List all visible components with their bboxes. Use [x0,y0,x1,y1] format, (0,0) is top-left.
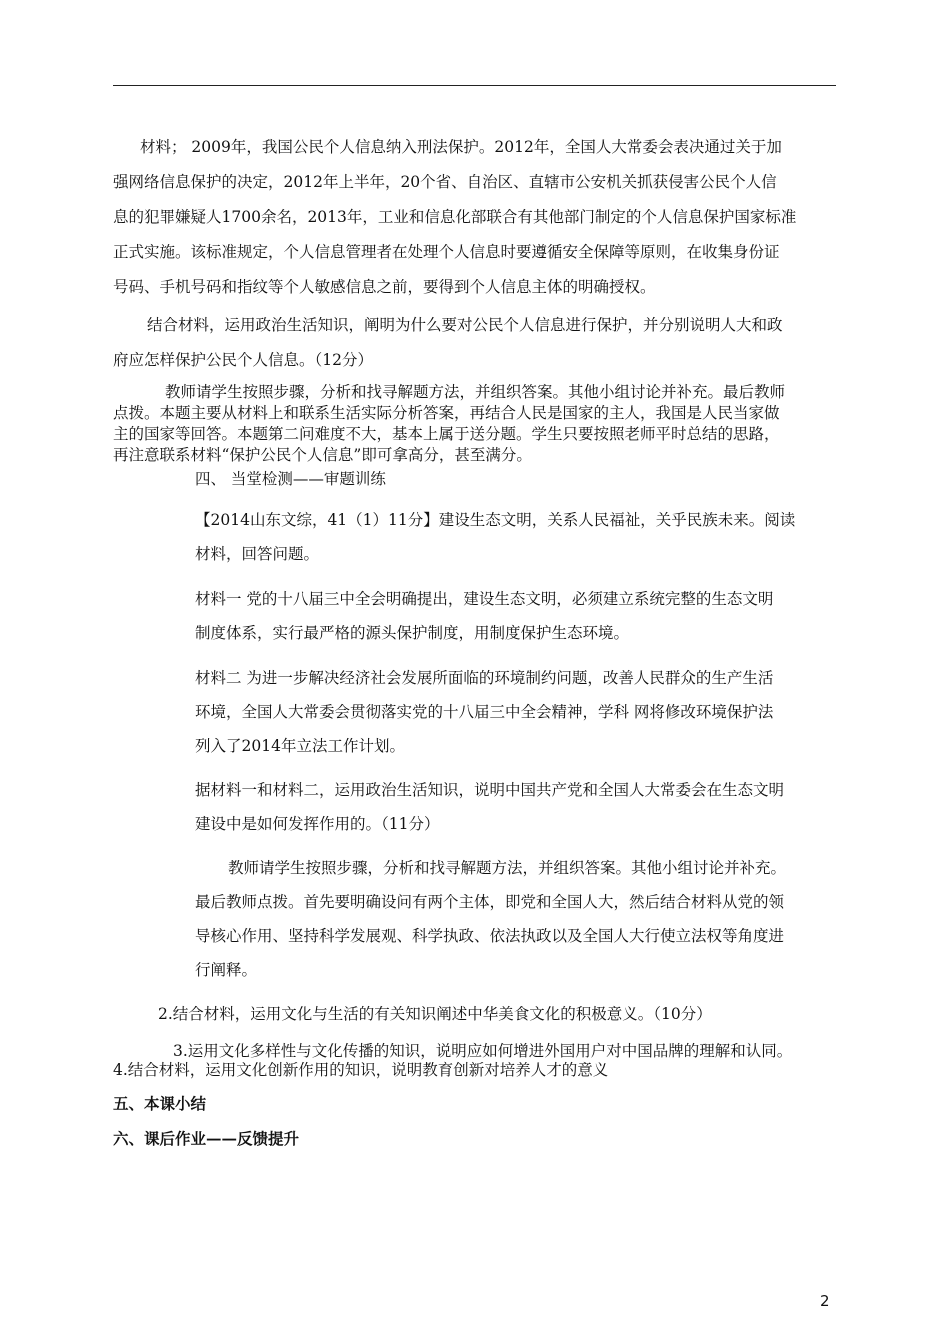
text-line: 最后教师点拨。首先要明确设问有两个主体，即党和全国人大，然后结合材料从党的领 [195,893,785,911]
text-line: 教师请学生按照步骤，分析和找寻解题方法，并组织答案。其他小组讨论并补充。 [228,859,787,877]
text-line: 材料二 为进一步解决经济社会发展所面临的环境制约问题，改善人民群众的生产生活 [195,669,774,687]
text-line: 制度体系，实行最严格的源头保护制度，用制度保护生态环境。 [195,624,630,642]
question-item-2: 2.结合材料，运用文化与生活的有关知识阐述中华美食文化的积极意义。（10分） [158,1005,712,1023]
text-line: 主的国家等回答。本题第二问难度不大，基本上属于送分题。学生只要按照老师平时总结的思路， [113,425,780,443]
text-line: 行阐释。 [195,961,258,979]
text-line: 府应怎样保护公民个人信息。（12分） [113,351,373,369]
text-line: 列入了2014年立法工作计划。 [195,737,405,755]
text-line: 正式实施。该标准规定，个人信息管理者在处理个人信息时要遵循安全保障等原则，在收集身份证 [113,243,780,261]
text-line: 导核心作用、坚持科学发展观、科学执政、依法执政以及全国人大行使立法权等角度进 [195,927,785,945]
text-line: 点拨。本题主要从材料上和联系生活实际分析答案，再结合人民是国家的主人，我国是人民当家做 [113,404,780,422]
text-line: 【2014山东文综，41（1）11分】建设生态文明，关系人民福祉，关乎民族未来。阅读 [195,511,796,529]
page-number: 2 [820,1292,830,1310]
question-item-4: 4.结合材料，运用文化创新作用的知识，说明教育创新对培养人才的意义 [113,1061,609,1079]
text-line: 材料，回答问题。 [195,545,320,563]
text-line: 材料； 2009年，我国公民个人信息纳入刑法保护。2012年，全国人大常委会表决通过关于加 [140,138,782,156]
text-line: 教师请学生按照步骤，分析和找寻解题方法，并组织答案。其他小组讨论并补充。最后教师 [165,383,786,401]
section-5-heading: 五、本课小结 [113,1094,207,1113]
text-line: 再注意联系材料“保护公民个人信息”即可拿高分，甚至满分。 [113,446,532,464]
question-item-3: 3.运用文化多样性与文化传播的知识，说明应如何增进外国用户对中国品牌的理解和认同。 [173,1042,793,1060]
section-6-heading: 六、课后作业——反馈提升 [113,1129,300,1148]
text-line: 据材料一和材料二，运用政治生活知识，说明中国共产党和全国人大常委会在生态文明 [195,781,785,799]
section-4-heading: 四、 当堂检测——审题训练 [195,470,386,488]
text-line: 环境，全国人大常委会贯彻落实党的十八届三中全会精神，学科 网将修改环境保护法 [195,703,774,721]
text-line: 号码、手机号码和指纹等个人敏感信息之前，要得到个人信息主体的明确授权。 [113,278,656,296]
header-rule [113,85,836,86]
text-line: 息的犯罪嫌疑人1700余名，2013年，工业和信息化部联合有其他部门制定的个人信息保护国家标准 [113,208,797,226]
text-line: 强网络信息保护的决定，2012年上半年，20个省、自治区、直辖市公安机关抓获侵害公民个人信 [113,173,777,191]
text-line: 材料一 党的十八届三中全会明确提出，建设生态文明，必须建立系统完整的生态文明 [195,590,774,608]
text-line: 建设中是如何发挥作用的。（11分） [195,815,440,833]
text-line: 结合材料，运用政治生活知识，阐明为什么要对公民个人信息进行保护，并分别说明人大和政 [147,316,783,334]
